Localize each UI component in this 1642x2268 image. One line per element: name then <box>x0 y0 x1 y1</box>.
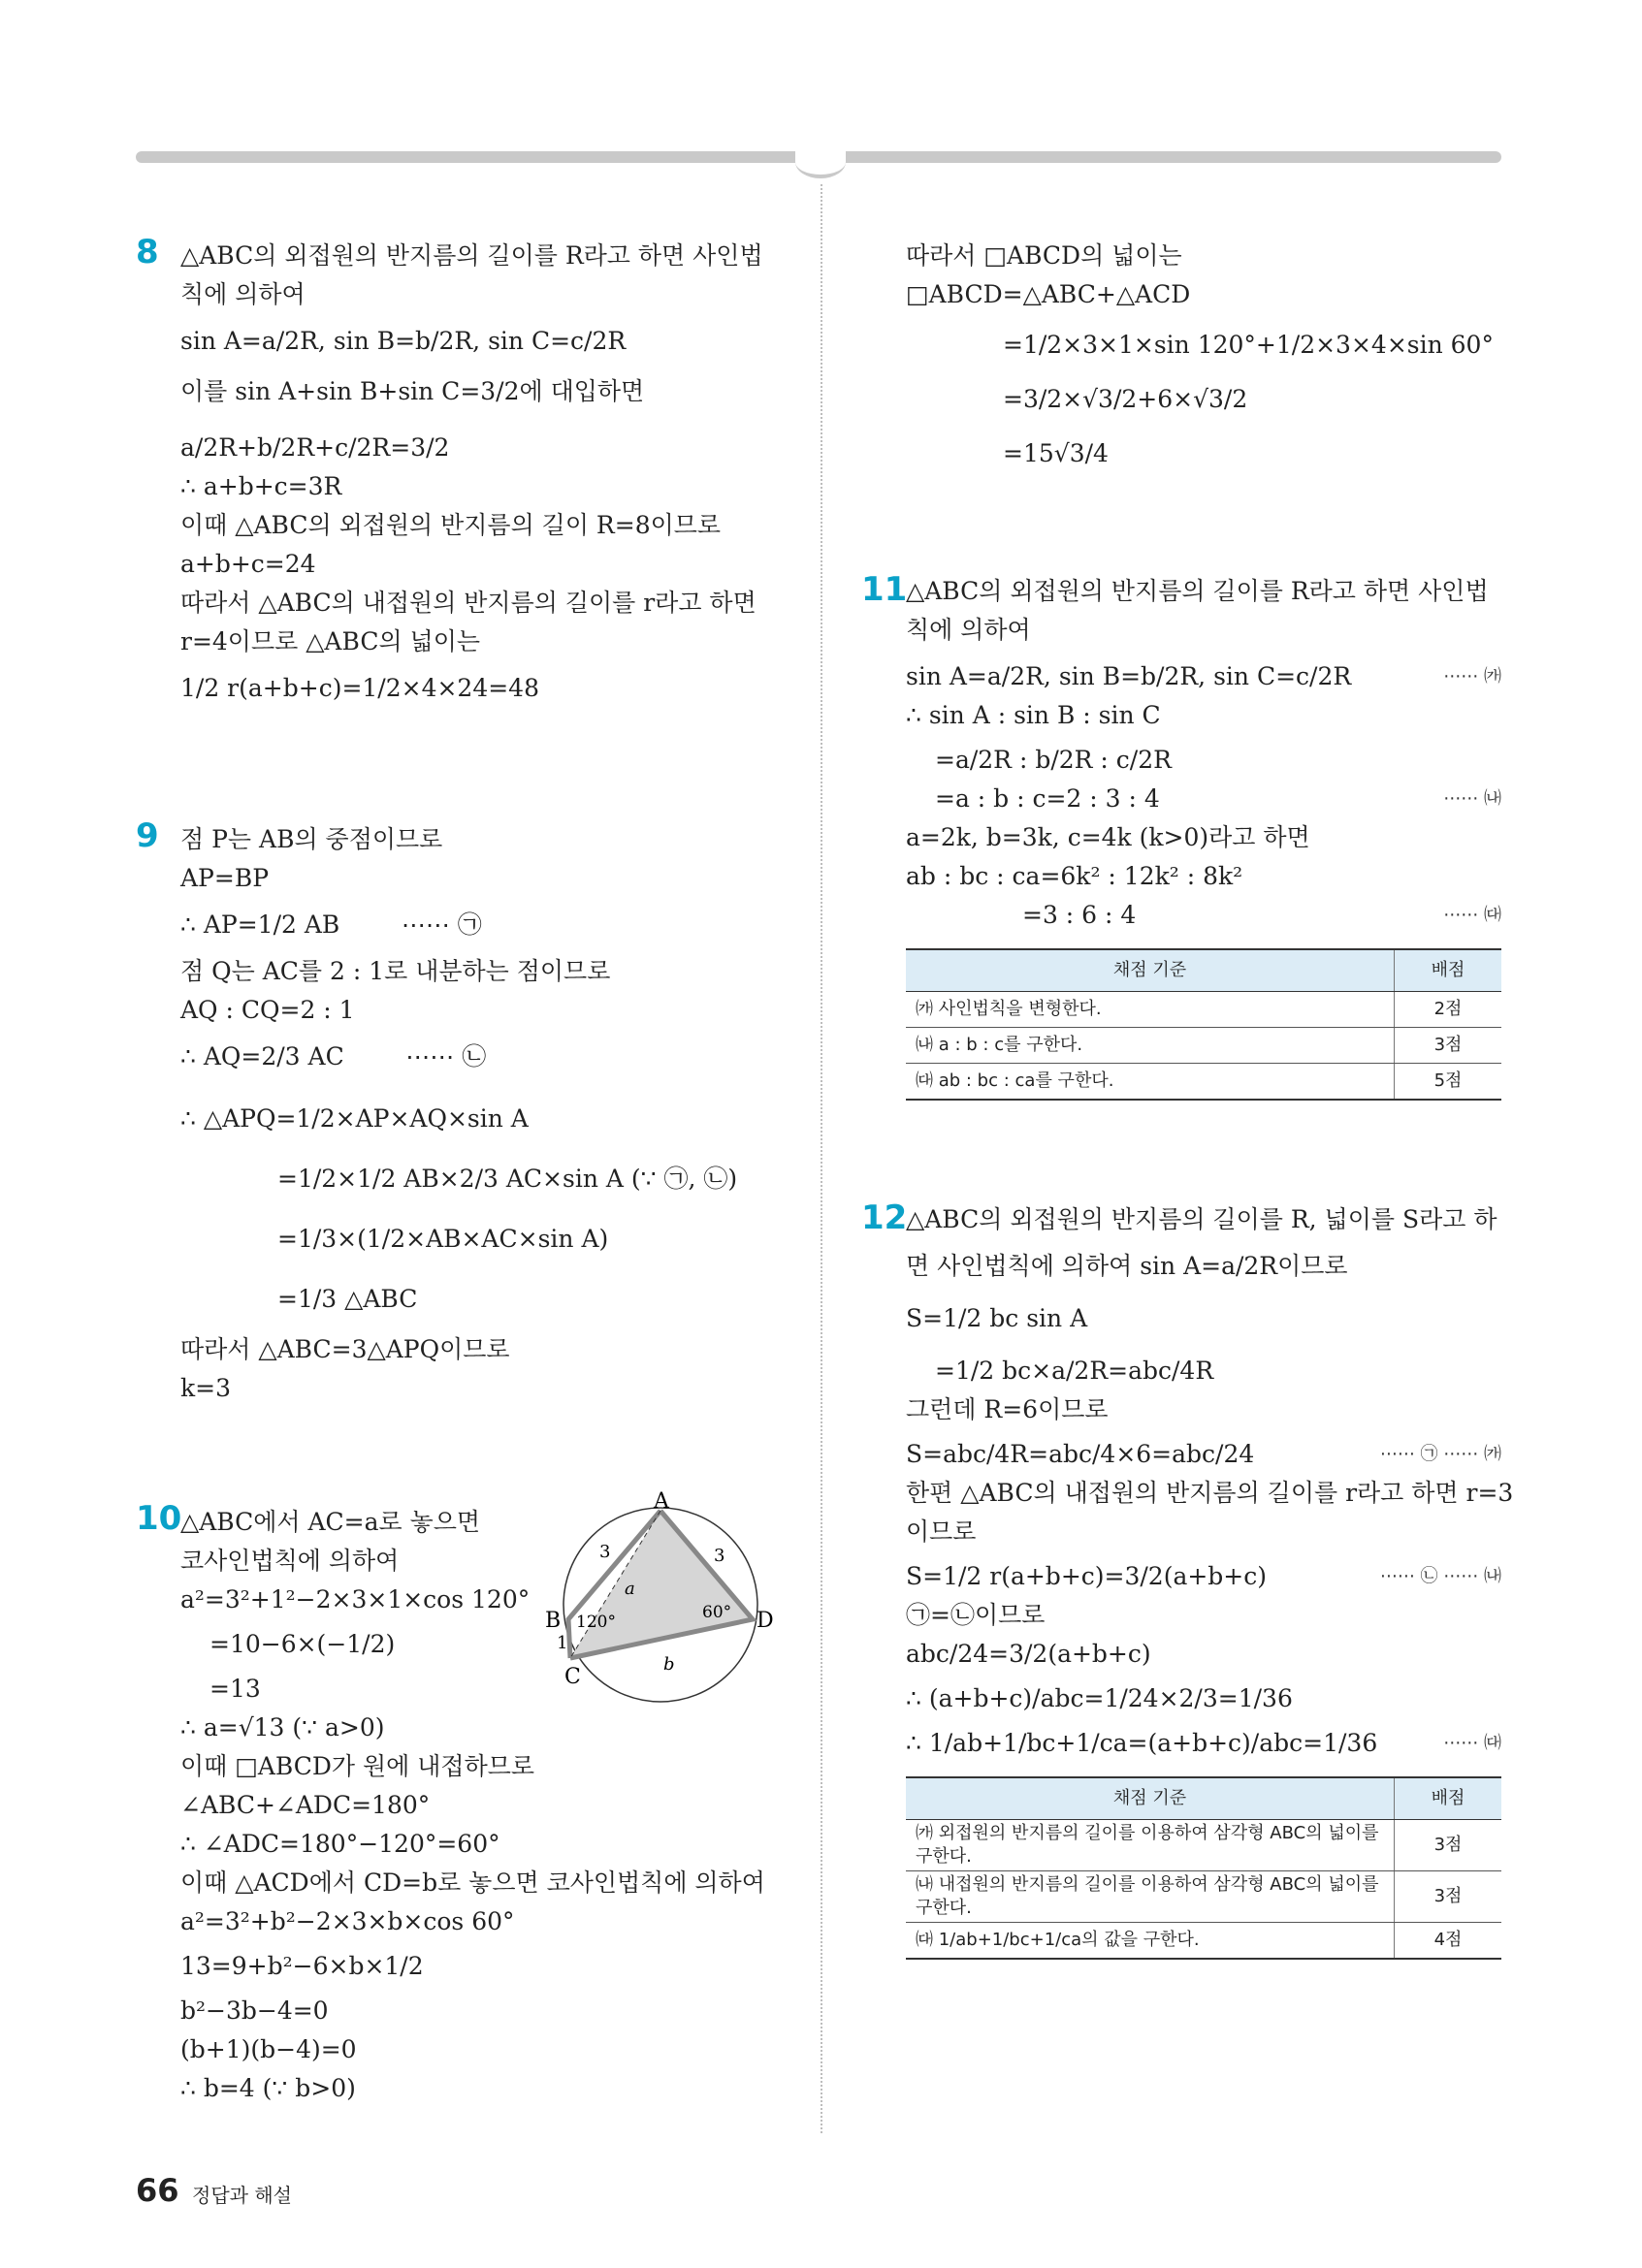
table-row <box>906 1820 1501 1871</box>
p9-line: 점 P는 AB의 중점이므로 <box>180 825 443 853</box>
score-criteria: ㈎ 외접원의 반지름의 길이를 이용하여 삼각형 ABC의 넓이를 구한다. <box>906 1820 1395 1871</box>
problem-10-continued <box>906 237 1527 473</box>
mark-p12-1: ⋯⋯ ㉠ ⋯⋯ ㈎ <box>1379 1444 1501 1464</box>
p10-line: (b+1)(b−4)=0 <box>180 2035 357 2063</box>
p9-line: AP=BP <box>180 864 270 892</box>
p8-line: r=4이므로 △ABC의 넓이는 <box>180 627 480 655</box>
p11-line: △ABC의 외접원의 반지름의 길이를 R라고 하면 사인법 <box>906 577 1489 605</box>
p12-line: 그런데 R=6이므로 <box>906 1395 1109 1423</box>
p10c-line: □ABCD=△ABC+△ACD <box>906 280 1191 308</box>
score-header-criteria: 채점 기준 <box>906 1777 1395 1820</box>
p8-line: a/2R+b/2R+c/2R=3/2 <box>180 433 450 462</box>
score-header-points: 배점 <box>1395 949 1502 992</box>
p9-line: ∴ △APQ=1/2×AP×AQ×sin A <box>180 1104 529 1133</box>
p11-line: ∴ sin A : sin B : sin C <box>906 701 1161 729</box>
score-criteria: ㈏ 내접원의 반지름의 길이를 이용하여 삼각형 ABC의 넓이를 구한다. <box>906 1871 1395 1923</box>
p10c-line: =15√3/4 <box>1003 439 1109 467</box>
mark-p12-2: ⋯⋯ ㉡ ⋯⋯ ㈏ <box>1379 1566 1501 1586</box>
label-bc: 1 <box>557 1633 568 1653</box>
p8-line: 따라서 △ABC의 내접원의 반지름의 길이를 r라고 하면 <box>180 589 757 617</box>
p12-line: ㉠=㉡이므로 <box>906 1601 1046 1629</box>
score-criteria: ㈐ ab : bc : ca를 구한다. <box>906 1064 1395 1101</box>
score-points: 5점 <box>1395 1064 1502 1101</box>
score-criteria: ㈏ a : b : c를 구한다. <box>906 1028 1395 1064</box>
p9-line: =1/3 △ABC <box>277 1285 418 1313</box>
p8-line: ∴ a+b+c=3R <box>180 472 342 500</box>
label-angle-b: 120° <box>576 1613 616 1632</box>
p12-line: ∴ 1/ab+1/bc+1/ca=(a+b+c)/abc=1/36 <box>906 1729 1378 1757</box>
p12-line: 이므로 <box>906 1517 977 1546</box>
p10-line: =10−6×(−1/2) <box>209 1630 396 1658</box>
top-rule-notch <box>795 145 846 178</box>
mark-da: ⋯⋯ ㈐ <box>1443 905 1501 925</box>
p10c-line: 따라서 □ABCD의 넓이는 <box>906 241 1182 270</box>
table-row <box>906 1028 1501 1064</box>
score-criteria: ㈎ 사인법칙을 변형한다. <box>906 992 1395 1028</box>
p9-line: =1/3×(1/2×AB×AC×sin A) <box>277 1225 609 1253</box>
problem-8 <box>180 237 801 708</box>
p12-line: =1/2 bc×a/2R=abc/4R <box>935 1357 1214 1385</box>
p12-line: 한편 △ABC의 내접원의 반지름의 길이를 r라고 하면 r=3 <box>906 1479 1514 1507</box>
p8-line: △ABC의 외접원의 반지름의 길이를 R라고 하면 사인법 <box>180 241 763 270</box>
p10-line: 이때 □ABCD가 원에 내접하므로 <box>180 1752 535 1780</box>
p8-line: 이때 △ABC의 외접원의 반지름의 길이 R=8이므로 <box>180 511 722 539</box>
mark-p12-3: ⋯⋯ ㈐ <box>1443 1733 1501 1753</box>
p11-line: ab : bc : ca=6k² : 12k² : 8k² <box>906 862 1243 890</box>
p11-line: 칙에 의하여 <box>906 616 1031 644</box>
problem-10 <box>180 1503 765 2108</box>
score-points: 3점 <box>1395 1028 1502 1064</box>
p11-line: sin A=a/2R, sin B=b/2R, sin C=c/2R <box>906 662 1352 690</box>
p10-line: 코사인법칙에 의하여 <box>180 1547 400 1575</box>
score-points: 3점 <box>1395 1820 1502 1871</box>
label-ad: 3 <box>714 1546 725 1566</box>
p12-line: △ABC의 외접원의 반지름의 길이를 R, 넓이를 S라고 하 <box>906 1205 1497 1233</box>
p12-line: S=1/2 r(a+b+c)=3/2(a+b+c) <box>906 1562 1268 1590</box>
label-a: A <box>654 1489 669 1514</box>
p9-line: ∴ AQ=2/3 AC ⋯⋯ ㉡ <box>180 1042 487 1070</box>
p8-line: sin A=a/2R, sin B=b/2R, sin C=c/2R <box>180 327 627 355</box>
p10-line: a²=3²+1²−2×3×1×cos 120° <box>180 1585 531 1613</box>
p11-line: a=2k, b=3k, c=4k (k>0)라고 하면 <box>906 823 1310 851</box>
label-ac: a <box>625 1579 635 1599</box>
p11-line: =3 : 6 : 4 <box>1022 901 1137 929</box>
table-row <box>906 1064 1501 1101</box>
p12-line: ∴ (a+b+c)/abc=1/24×2/3=1/36 <box>906 1684 1293 1712</box>
column-divider <box>821 184 822 2133</box>
p12-line: abc/24=3/2(a+b+c) <box>906 1640 1151 1668</box>
p10-line: ∴ b=4 (∵ b>0) <box>180 2074 356 2102</box>
p8-line: a+b+c=24 <box>180 550 316 578</box>
table-row <box>906 992 1501 1028</box>
p10-line: 13=9+b²−6×b×1/2 <box>180 1952 424 1980</box>
problem-12-number: 12 <box>861 1198 908 1237</box>
problem-11 <box>906 572 1501 1114</box>
table-row <box>906 1923 1501 1960</box>
p11-scoring-table <box>906 948 1501 1101</box>
label-d: D <box>757 1609 774 1633</box>
p11-line: =a : b : c=2 : 3 : 4 <box>935 784 1160 813</box>
p9-line: ∴ AP=1/2 AB ⋯⋯ ㉠ <box>180 910 482 939</box>
label-cd: b <box>663 1654 675 1675</box>
p10-line: ∴ a=√13 (∵ a>0) <box>180 1713 385 1741</box>
p10-line: b²−3b−4=0 <box>180 1996 329 2025</box>
problem-8-number: 8 <box>136 233 159 272</box>
section-label: 정답과 해설 <box>192 2184 292 2207</box>
p10-line: ∴ ∠ADC=180°−120°=60° <box>180 1830 500 1858</box>
p10c-line: =1/2×3×1×sin 120°+1/2×3×4×sin 60° <box>1003 331 1494 359</box>
score-points: 3점 <box>1395 1871 1502 1923</box>
p9-line: AQ : CQ=2 : 1 <box>180 996 355 1024</box>
score-points: 4점 <box>1395 1923 1502 1960</box>
p12-line: 면 사인법칙에 의하여 sin A=a/2R이므로 <box>906 1252 1348 1280</box>
problem-11-number: 11 <box>861 570 908 609</box>
problem-9-number: 9 <box>136 816 159 855</box>
p10-line: 이때 △ACD에서 CD=b로 놓으면 코사인법칙에 의하여 <box>180 1869 765 1897</box>
p10c-line: =3/2×√3/2+6×√3/2 <box>1003 385 1248 413</box>
score-header-points: 배점 <box>1395 1777 1502 1820</box>
score-header-criteria: 채점 기준 <box>906 949 1395 992</box>
label-angle-d: 60° <box>702 1603 732 1622</box>
problem-12 <box>906 1200 1514 1973</box>
p12-line: S=abc/4R=abc/4×6=abc/24 <box>906 1440 1255 1468</box>
p8-line: 이를 sin A+sin B+sin C=3/2에 대입하면 <box>180 377 645 405</box>
p8-line: 1/2 r(a+b+c)=1/2×4×24=48 <box>180 674 539 702</box>
mark-na: ⋯⋯ ㈏ <box>1443 788 1501 809</box>
p8-line: 칙에 의하여 <box>180 280 306 308</box>
p11-line: =a/2R : b/2R : c/2R <box>935 746 1172 774</box>
mark-ga: ⋯⋯ ㈎ <box>1443 666 1501 687</box>
score-criteria: ㈐ 1/ab+1/bc+1/ca의 값을 구한다. <box>906 1923 1395 1960</box>
p9-line: 점 Q는 AC를 2 : 1로 내분하는 점이므로 <box>180 957 611 985</box>
page-number: 66 <box>136 2172 179 2209</box>
label-c: C <box>564 1665 581 1689</box>
score-points: 2점 <box>1395 992 1502 1028</box>
p10-line: ∠ABC+∠ADC=180° <box>180 1791 431 1819</box>
p12-line: S=1/2 bc sin A <box>906 1304 1088 1332</box>
p12-scoring-table <box>906 1776 1501 1960</box>
p9-line: =1/2×1/2 AB×2/3 AC×sin A (∵ ㉠, ㉡) <box>277 1165 738 1193</box>
p9-line: k=3 <box>180 1374 232 1402</box>
label-b: B <box>545 1609 562 1633</box>
table-row <box>906 1871 1501 1923</box>
p10-line: =13 <box>209 1675 261 1703</box>
p9-line: 따라서 △ABC=3△APQ이므로 <box>180 1335 510 1363</box>
problem-10-number: 10 <box>136 1499 182 1538</box>
p10-line: △ABC에서 AC=a로 놓으면 <box>180 1508 481 1536</box>
problem-9 <box>180 820 801 1408</box>
p10-line: a²=3²+b²−2×3×b×cos 60° <box>180 1907 515 1935</box>
label-ab: 3 <box>599 1542 611 1562</box>
cyclic-quadrilateral-figure <box>539 1489 782 1707</box>
